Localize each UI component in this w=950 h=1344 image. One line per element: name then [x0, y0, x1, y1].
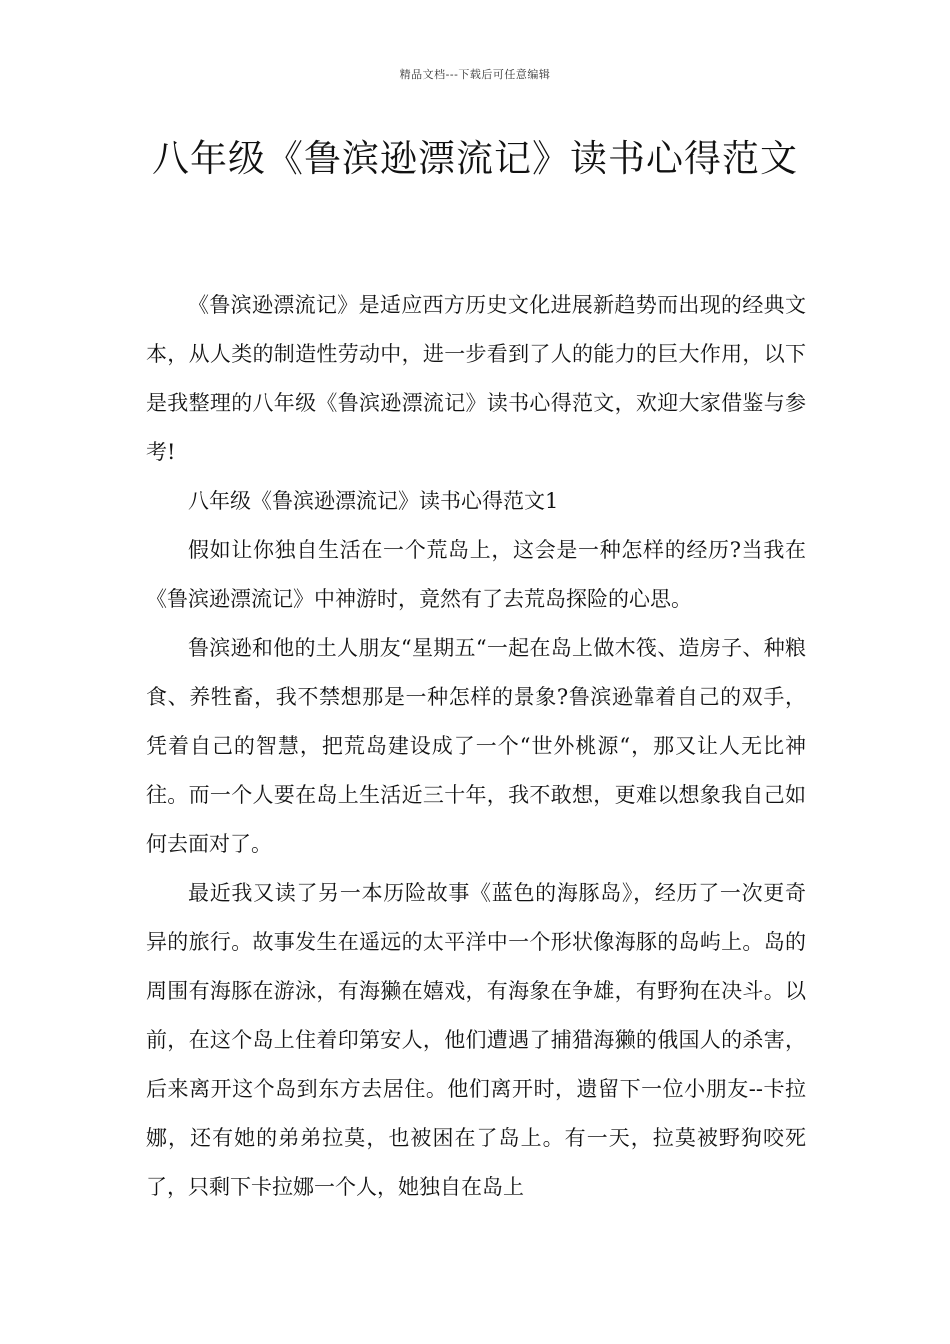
paragraph: 假如让你独自生活在一个荒岛上，这会是一种怎样的经历?当我在《鲁滨逊漂流记》中神游时，竟然有了去荒岛探险的心思。 [146, 538, 806, 611]
paragraph: 最近我又读了另一本历险故事《蓝色的海豚岛》，经历了一次更奇异的旅行。故事发生在遥远的太平洋中一个形状像海豚的岛屿上。岛的周围有海豚在游泳，有海獭在嬉戏，有海象在争雄，有野狗在决斗。以前，在这个岛上住着印第安人，他们遭遇了捕猎海獭的俄国人的杀害，后来离开这个岛到东方去居住。他们离开时，遗留下一位小朋友--卡拉娜，还有她的弟弟拉莫，也被困在了岛上。有一天，拉莫被野狗咬死了，只剩下卡拉娜一个人，她独自在岛上 [146, 881, 806, 1199]
paragraph-intro: 《鲁滨逊漂流记》是适应西方历史文化进展新趋势而出现的经典文本，从人类的制造性劳动中，进一步看到了人的能力的巨大作用，以下是我整理的八年级《鲁滨逊漂流记》读书心得范文，欢迎大家借鉴与参考! [146, 293, 806, 464]
paragraph: 鲁滨逊和他的土人朋友“星期五“一起在岛上做木筏、造房子、种粮食、养牲畜，我不禁想那是一种怎样的景象?鲁滨逊靠着自己的双手，凭着自己的智慧，把荒岛建设成了一个“世外桃源“，那又让人无比神往。而一个人要在岛上生活近三十年，我不敢想，更难以想象我自己如何去面对了。 [146, 636, 806, 856]
document-body [146, 281, 806, 1212]
document-title: 八年级《鲁滨逊漂流记》读书心得范文 [152, 137, 798, 180]
section-heading: 八年级《鲁滨逊漂流记》读书心得范文1 [188, 489, 559, 513]
header-note: 精品文档---下载后可任意编辑 [399, 68, 551, 81]
